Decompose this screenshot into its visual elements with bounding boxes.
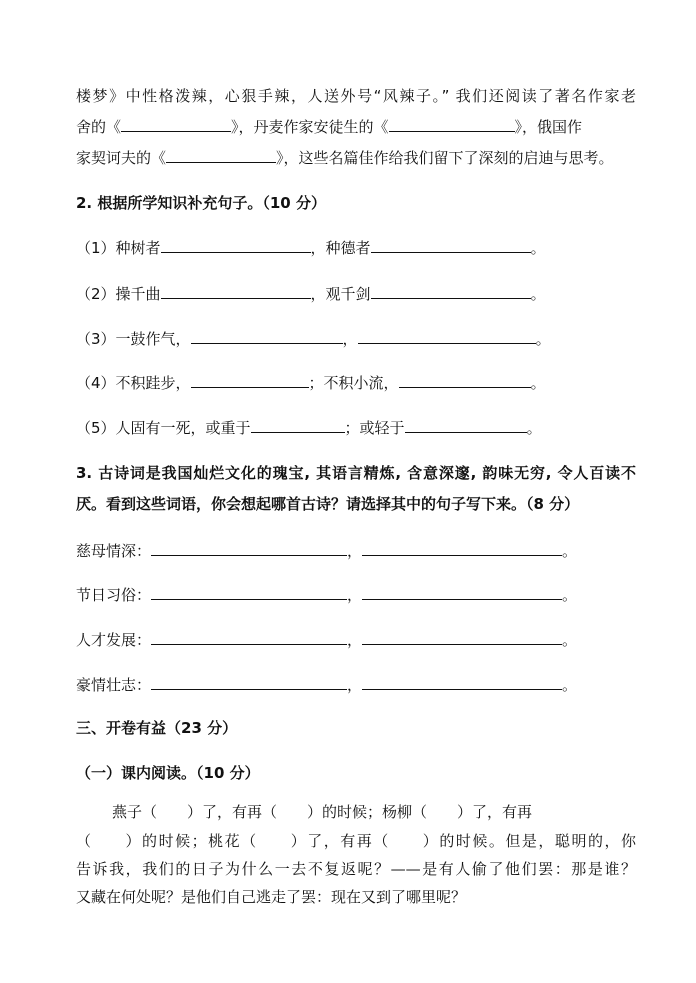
answer-blank[interactable] bbox=[151, 675, 347, 690]
answer-blank[interactable] bbox=[362, 630, 562, 645]
q2-item-text: ， bbox=[342, 330, 358, 348]
answer-blank[interactable] bbox=[251, 418, 345, 433]
q3-item-1 bbox=[76, 541, 577, 561]
intro-line-1 bbox=[76, 86, 636, 106]
answer-blank[interactable] bbox=[399, 373, 531, 388]
passage-line-4: 又藏在何处呢？是他们自己逃走了罢：现在又到了哪里呢？ bbox=[76, 888, 467, 906]
q3-item-end: 。 bbox=[562, 676, 578, 694]
answer-blank[interactable] bbox=[161, 284, 311, 299]
q2-item-1 bbox=[76, 238, 546, 258]
q2-item-text: 。 bbox=[530, 374, 546, 392]
q2-item-text: （4）不积跬步， bbox=[76, 374, 191, 392]
answer-blank[interactable] bbox=[362, 541, 562, 556]
answer-blank[interactable] bbox=[191, 329, 343, 344]
q3-item-end: 。 bbox=[562, 631, 578, 649]
answer-blank[interactable] bbox=[371, 284, 531, 299]
intro-text-3b: 》，这些名篇佳作给我们留下了深刻的启迪与思考。 bbox=[276, 149, 614, 167]
intro-line-3 bbox=[76, 148, 614, 168]
q3-item-label: 人才发展： bbox=[76, 631, 152, 649]
passage-line-2: （ ）的时候；桃花（ ）了，有再（ ）的时候。但是，聪明的，你 bbox=[76, 832, 636, 850]
q3-item-label: 豪情壮志： bbox=[76, 676, 152, 694]
q3-title-1: 3. 古诗词是我国灿烂文化的瑰宝, 其语言精炼, 含意深邃, 韵味无穷, 令人百读不 bbox=[76, 464, 636, 482]
q2-item-4 bbox=[76, 373, 546, 393]
q2-item-text: 。 bbox=[526, 419, 542, 437]
section-3-title: 三、开卷有益（23 分） bbox=[76, 719, 238, 737]
q2-item-text: 。 bbox=[530, 285, 546, 303]
answer-blank[interactable] bbox=[362, 675, 562, 690]
q2-item-2 bbox=[76, 284, 546, 304]
intro-text-3a: 家契诃夫的《 bbox=[76, 149, 167, 167]
answer-blank[interactable] bbox=[405, 418, 527, 433]
q2-item-text: （3）一鼓作气， bbox=[76, 330, 191, 348]
q2-item-text: 。 bbox=[530, 239, 546, 257]
q2-item-5 bbox=[76, 418, 542, 438]
q2-item-text: ，观千剑 bbox=[310, 285, 371, 303]
answer-blank[interactable] bbox=[151, 585, 347, 600]
q2-item-text: ；不积小流， bbox=[308, 374, 399, 392]
intro-text-2c: 》，俄国作 bbox=[514, 118, 583, 136]
answer-blank[interactable] bbox=[389, 117, 515, 132]
q3-item-sep: ， bbox=[347, 542, 363, 560]
q3-item-label: 慈母情深： bbox=[76, 542, 152, 560]
answer-blank[interactable] bbox=[371, 238, 531, 253]
q2-item-text: ，种德者 bbox=[310, 239, 371, 257]
q3-item-sep: ， bbox=[347, 676, 363, 694]
intro-text-1: 楼梦》中性格泼辣，心狠手辣，人送外号“风辣子。” 我们还阅读了著名作家老 bbox=[76, 87, 636, 105]
q3-item-end: 。 bbox=[562, 542, 578, 560]
passage-line-3: 告诉我，我们的日子为什么一去不复返呢？——是有人偷了他们罢：那是谁？ bbox=[76, 860, 636, 878]
passage-line-1: 燕子（ ）了，有再（ ）的时候；杨柳（ ）了，有再 bbox=[112, 803, 533, 821]
q3-item-end: 。 bbox=[562, 586, 578, 604]
answer-blank[interactable] bbox=[362, 585, 562, 600]
answer-blank[interactable] bbox=[161, 238, 311, 253]
q3-title-2: 厌。看到这些词语，你会想起哪首古诗？请选择其中的句子写下来。（8 分） bbox=[76, 495, 580, 513]
q2-item-text: （5）人固有一死，或重于 bbox=[76, 419, 251, 437]
answer-blank[interactable] bbox=[151, 630, 347, 645]
answer-blank[interactable] bbox=[358, 329, 536, 344]
q2-item-text: 。 bbox=[535, 330, 551, 348]
q3-item-2 bbox=[76, 585, 577, 605]
q2-item-3 bbox=[76, 329, 551, 349]
intro-line-2 bbox=[76, 117, 582, 137]
q2-item-text: ；或轻于 bbox=[344, 419, 405, 437]
q3-item-sep: ， bbox=[347, 631, 363, 649]
section-3-subtitle: （一）课内阅读。（10 分） bbox=[76, 764, 260, 782]
intro-text-2b: 》，丹麦作家安徒生的《 bbox=[231, 118, 389, 136]
answer-blank[interactable] bbox=[191, 373, 309, 388]
q2-title: 2. 根据所学知识补充句子。（10 分） bbox=[76, 194, 326, 212]
q2-item-text: （1）种树者 bbox=[76, 239, 161, 257]
q2-item-text: （2）操千曲 bbox=[76, 285, 161, 303]
q3-item-label: 节日习俗： bbox=[76, 586, 152, 604]
intro-text-2a: 舍的《 bbox=[76, 118, 122, 136]
q3-item-4 bbox=[76, 675, 577, 695]
answer-blank[interactable] bbox=[151, 541, 347, 556]
q3-item-sep: ， bbox=[347, 586, 363, 604]
answer-blank[interactable] bbox=[121, 117, 231, 132]
answer-blank[interactable] bbox=[166, 148, 276, 163]
q3-item-3 bbox=[76, 630, 577, 650]
